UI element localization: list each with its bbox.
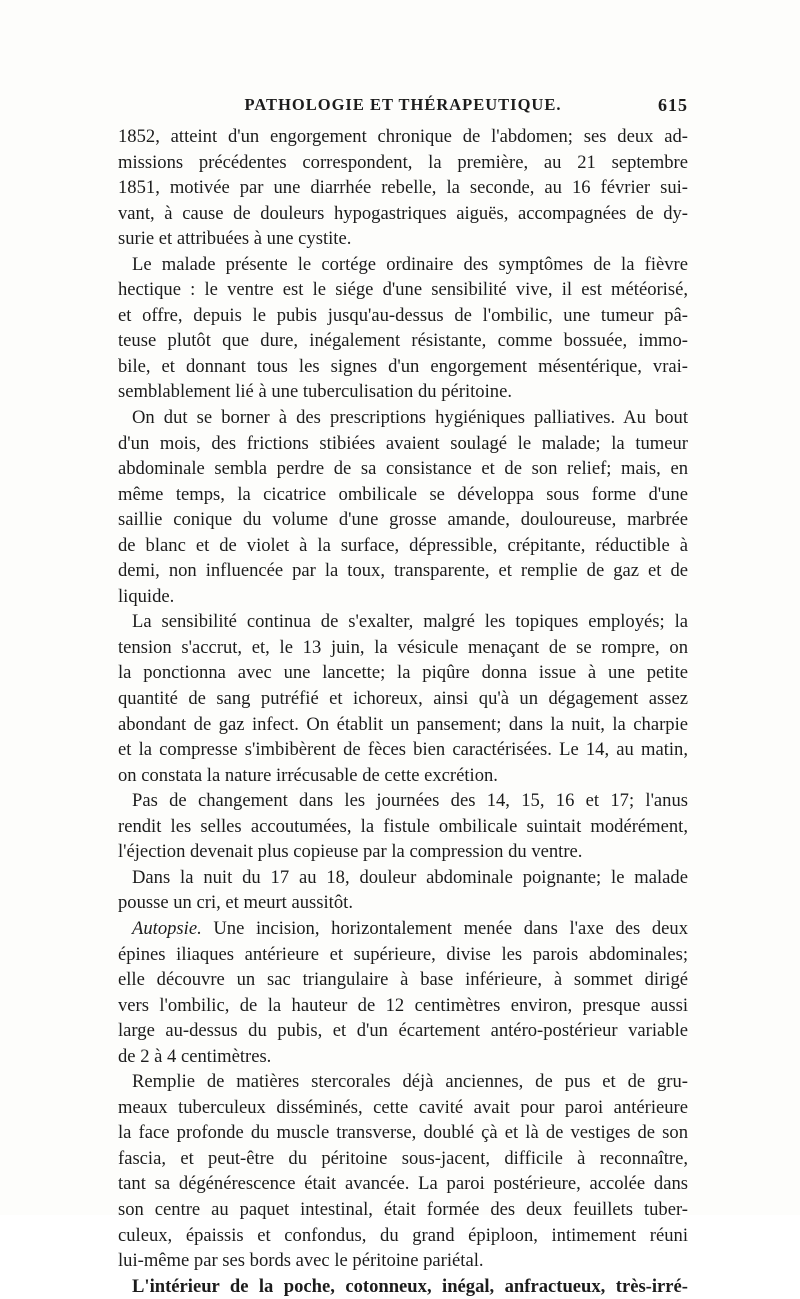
text-line: abdominale sembla perdre de sa consistance et de son relief; mais, en: [118, 458, 688, 480]
text-line: tant sa dégénérescence était avancée. La paroi postérieure, accolée dans: [118, 1173, 688, 1195]
text-line: La sensibilité continua de s'exalter, malgré les topiques employés; la: [132, 611, 688, 633]
text-line: d'un mois, des frictions stibiées avaient soulagé le malade; la tumeur: [118, 432, 688, 454]
body-text: [118, 124, 688, 1299]
running-header: [118, 95, 688, 121]
text-line: saillie conique du volume d'une grosse amande, douloureuse, marbrée: [118, 509, 688, 531]
text-line: surie et attribuées à une cystite.: [118, 228, 352, 250]
text-line: Le malade présente le cortége ordinaire des symptômes de la fièvre: [132, 253, 688, 275]
text-line: et la compresse s'imbibèrent de fèces bien caractérisées. Le 14, au matin,: [118, 739, 688, 761]
text-line: fascia, et peut-être du péritoine sous-jacent, difficile à reconnaître,: [118, 1147, 688, 1169]
text-line: de 2 à 4 centimètres.: [118, 1045, 272, 1067]
text-line: tension s'accrut, et, le 13 juin, la vésicule menaçant de se rompre, on: [118, 636, 688, 658]
text-line: la ponctionna avec une lancette; la piqûre donna issue à une petite: [118, 662, 688, 684]
text-line: liquide.: [118, 585, 175, 607]
text-line: vers l'ombilic, de la hauteur de 12 centimètres environ, presque aussi: [118, 994, 688, 1016]
text-line: rendit les selles accoutumées, la fistule ombilicale suintait modérément,: [118, 815, 688, 837]
text-line: hectique : le ventre est le siége d'une sensibilité vive, il est météorisé,: [118, 279, 688, 301]
text-line: bile, et donnant tous les signes d'un engorgement mésentérique, vrai-: [118, 355, 688, 377]
text-line: meaux tuberculeux disséminés, cette cavité avait pour paroi antérieure: [118, 1096, 688, 1118]
text-line: Dans la nuit du 17 au 18, douleur abdominale poignante; le malade: [132, 866, 688, 888]
text-line: 1852, atteint d'un engorgement chronique de l'abdomen; ses deux ad-: [118, 126, 688, 147]
text-line: même temps, la cicatrice ombilicale se développa sous forme d'une: [118, 483, 688, 505]
text-line: lui-même par ses bords avec le péritoine pariétal.: [118, 1250, 484, 1272]
text-line: Remplie de matières stercorales déjà anciennes, de pus et de gru-: [132, 1071, 688, 1093]
text-line: Autopsie. Une incision, horizontalement menée dans l'axe des deux: [132, 917, 688, 939]
text-line: culeux, épaissis et confondus, du grand épiploon, intimement réuni: [118, 1224, 688, 1246]
page-number: 615: [658, 95, 688, 115]
text-line: teuse plutôt que dure, inégalement résistante, comme bossuée, immo-: [118, 330, 688, 352]
text-line: 1851, motivée par une diarrhée rebelle, la seconde, au 16 février sui-: [118, 177, 688, 199]
text-line: pousse un cri, et meurt aussitôt.: [118, 892, 353, 914]
text-line: on constata la nature irrécusable de cette excrétion.: [118, 764, 498, 786]
text-line: vant, à cause de douleurs hypogastriques aiguës, accompagnées de dy-: [118, 202, 688, 224]
text-line: missions précédentes correspondent, la première, au 21 septembre: [118, 151, 688, 173]
text-line: de blanc et de violet à la surface, dépressible, crépitante, réductible à: [118, 534, 688, 556]
text-line: Pas de changement dans les journées des 14, 15, 16 et 17; l'anus: [132, 790, 688, 812]
text-line: la face profonde du muscle transverse, doublé çà et là de vestiges de son: [118, 1122, 688, 1144]
running-title: PATHOLOGIE ET THÉRAPEUTIQUE.: [244, 95, 562, 114]
text-line: et offre, depuis le pubis jusqu'au-dessus de l'ombilic, une tumeur pâ-: [118, 304, 688, 326]
text-line: l'éjection devenait plus copieuse par la compression du ventre.: [118, 841, 583, 863]
text-line: demi, non influencée par la toux, transparente, et remplie de gaz et de: [118, 560, 688, 582]
text-line: son centre au paquet intestinal, était formée des deux feuillets tuber-: [118, 1198, 688, 1220]
text-line: On dut se borner à des prescriptions hygiéniques palliatives. Au bout: [132, 407, 688, 429]
text-line: épines iliaques antérieure et supérieure, divise les parois abdominales;: [118, 943, 688, 965]
text-line: L'intérieur de la poche, cotonneux, inégal, anfractueux, très-irré-: [132, 1275, 688, 1297]
text-line: semblablement lié à une tuberculisation du péritoine.: [118, 381, 512, 403]
text-line: quantité de sang putréfié et ichoreux, ainsi qu'à un dégagement assez: [118, 688, 688, 710]
text-line: abondant de gaz infect. On établit un pansement; dans la nuit, la charpie: [118, 713, 688, 735]
text-line: large au-dessus du pubis, et d'un écartement antéro-postérieur variable: [118, 1020, 688, 1042]
text-line: elle découvre un sac triangulaire à base inférieure, à sommet dirigé: [118, 969, 688, 991]
